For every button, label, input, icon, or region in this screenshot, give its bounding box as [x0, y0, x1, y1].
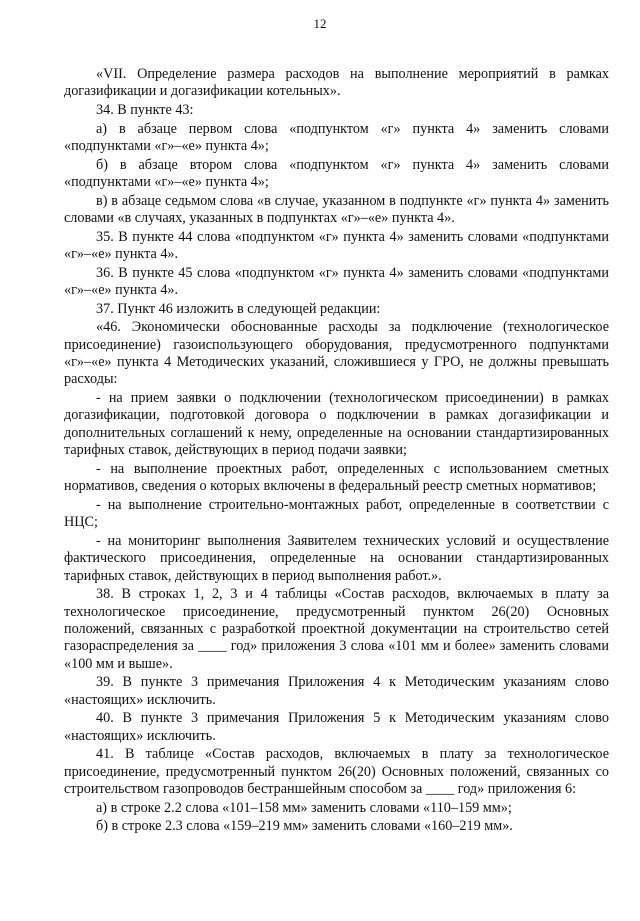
paragraph: 38. В строках 1, 2, 3 и 4 таблицы «Состав расходов, включаемых в плату за технологическое присоединение, предусмотренный пунктом 26(20) Основных положений, связанных с разработкой проектной документации на строительство сетей газораспределения за ____ год» приложения 3 слова «101 мм и более» заменить словами «100 мм и выше».	[64, 586, 609, 672]
paragraph: 35. В пункте 44 слова «подпунктом «г» пункта 4» заменить словами «подпунктами «г»–«е» пункта 4».	[64, 228, 609, 262]
document-body	[64, 66, 609, 837]
paragraph: б) в строке 2.3 слова «159–219 мм» заменить словами «160–219 мм».	[96, 818, 513, 835]
section-heading: «VII. Определение размера расходов на выполнение мероприятий в рамках догазификации и догазификации котельных».	[64, 66, 609, 100]
paragraph: в) в абзаце седьмом слова «в случае, указанном в подпункте «г» пункта 4» заменить словами «в случаях, указанных в подпунктах «г»–«е» пункта 4».	[64, 192, 609, 226]
list-item: - на выполнение строительно-монтажных работ, определенные в соответствии с НЦС;	[64, 496, 609, 531]
paragraph: 36. В пункте 45 слова «подпунктом «г» пункта 4» заменить словами «подпунктами «г»–«е» пункта 4».	[64, 264, 609, 298]
paragraph: а) в абзаце первом слова «подпунктом «г» пункта 4» заменить словами «подпунктами «г»–«е» пункта 4»;	[64, 120, 609, 154]
paragraph: б) в абзаце втором слова «подпунктом «г» пункта 4» заменить словами «подпунктами «г»–«е» пункта 4»;	[64, 156, 609, 190]
paragraph: 39. В пункте 3 примечания Приложения 4 к Методическим указаниям слово «настоящих» исключить.	[64, 674, 609, 708]
paragraph: 34. В пункте 43:	[96, 102, 194, 118]
paragraph: 37. Пункт 46 изложить в следующей редакции:	[96, 300, 381, 317]
paragraph: 41. В таблице «Состав расходов, включаемых в плату за технологическое присоединение, предусмотренный пунктом 26(20) Основных положений, связанных со строительством газопроводов бестраншейным способом за ____ год» приложения 6:	[64, 746, 609, 798]
paragraph: 40. В пункте 3 примечания Приложения 5 к Методическим указаниям слово «настоящих» исключить.	[64, 710, 609, 744]
list-item: - на мониторинг выполнения Заявителем технических условий и осуществление фактического присоединения, определенные на основании стандартизированных тарифных ставок, действующих в период выполнения работ.».	[64, 532, 609, 584]
list-item: - на прием заявки о подключении (технологическом присоединении) в рамках догазификации, подготовкой договора о подключении в рамках догазификации и дополнительных соглашений к нему, определенные на основании стандартизированных тарифных ставок, действующих в период подачи заявки;	[64, 390, 609, 459]
page-number: 12	[313, 16, 327, 31]
paragraph: «46. Экономически обоснованные расходы за подключение (технологическое присоединение) газоиспользующего оборудования, предусмотренного подпунктами «г»–«е» пункта 4 Методических указаний, сложившиеся у ГРО, не должны превышать расходы:	[64, 319, 609, 388]
list-item: - на выполнение проектных работ, определенных с использованием сметных нормативов, сведения о которых включены в федеральный реестр сметных нормативов;	[64, 460, 609, 495]
paragraph: а) в строке 2.2 слова «101–158 мм» заменить словами «110–159 мм»;	[96, 799, 512, 816]
